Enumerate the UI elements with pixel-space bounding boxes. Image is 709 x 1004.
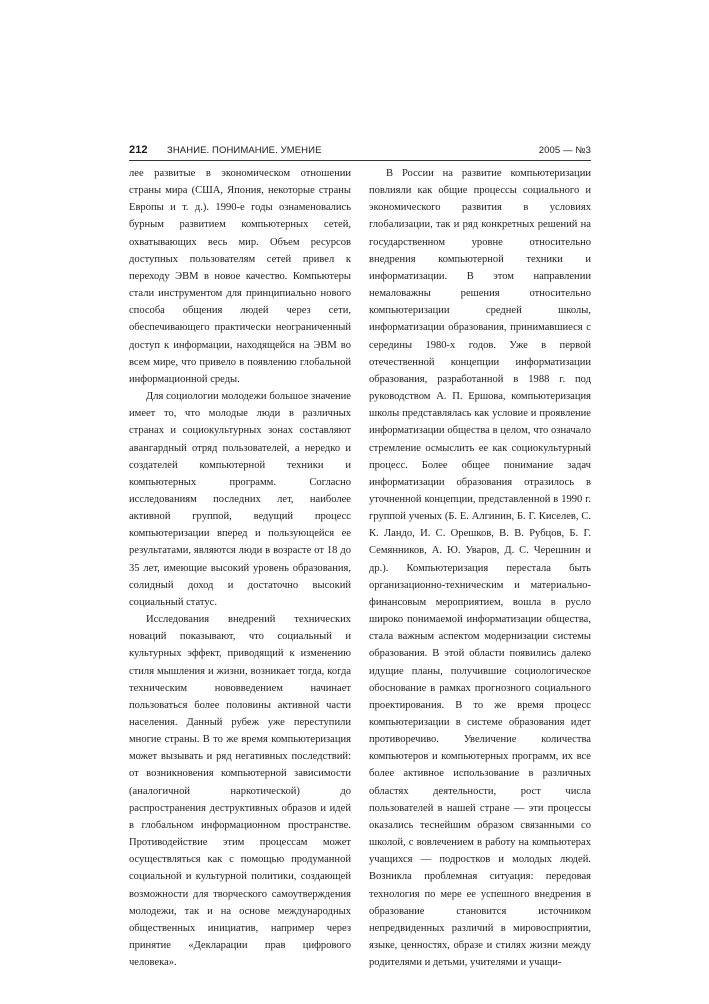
right-column	[369, 165, 591, 971]
running-header	[129, 144, 591, 160]
left-column	[129, 165, 351, 971]
left-paragraph-2: Для социологии молодежи большое значение имеет то, что молодые люди в различных странах и социокультурных зонах составляют авангардный отряд пользователей, а нередко и создателей компьютерной техники и компьютерных программ. Согласно исследованиям последних лет, наиболее активной группой, ведущий процесс компьютеризации вперед и пользующейся ее результатами, являются люди в возрасте от 18 до 35 лет, имеющие высокий уровень образования, солидный доход и достаточно высокий социальный статус.	[129, 391, 351, 608]
right-paragraph-1: В России на развитие компьютеризации повлияли как общие процессы социального и экономического развития в условиях глобализации, так и ряд конкретных решений на государственном уровне относительно внедрения компьютерной техники и информатизации. В этом направлении немаловажны решения относительно компьютеризации средней школы, информатизации образования, принимавшиеся с середины 1980-х годов. Уже в первой отечественной концепции информатизации образования, разработанной в 1988 г. под руководством А. П. Ершова, компьютеризация школы представлялась как условие и проявление информатизации общества в целом, что означало стремление осмыслить ее как социокультурный процесс. Более общее понимание задач информатизации образования отразилось в уточненной концепции, представленной в 1990 г. группой ученых (Б. Е. Алгинин, Б. Г. Киселев, С. К. Ландо, И. С. Орешков, В. В. Рубцов, Б. Г. Семянников, А. Ю. Уваров, Д. С. Черешнин и др.). Компьютеризация перестала быть организационно-техническим и материально-финансовым мероприятием, вошла в русло широко понимаемой информатизации общества, стала важным аспектом модернизации системы образования. В этой области появились далеко идущие планы, получившие социологическое обоснование в рамках прогнозного социального проектирования. В то же время процесс компьютеризации в системе образования идет противоречиво. Увеличение количества компьютеров и компьютерных программ, их все более активное использование в различных областях деятельности, рост числа пользователей в нашей стране — эти процессы оказались теснейшим образом связанными со школой, с вовлечением в работу на компьютерах учащихся — подростков и молодых людей. Возникла проблемная ситуация: передовая технология по мере ее успешного внедрения в образование становится источником непредвиденных различий в мировосприятии, языке, ценностях, образе и стилях жизни между родителями и детьми, учителями и учащи-	[369, 168, 591, 969]
page-number: 212	[129, 144, 148, 156]
left-paragraph-1: лее развитые в экономическом отношении страны мира (США, Япония, некоторые страны Европы и т. д.). 1990-е годы ознаменовались бурным развитием компьютерных сетей, охватывающих весь мир. Объем ресурсов доступных пользователям сетей привел к переходу ЭВМ в новое качество. Компьютеры стали инструментом для принципиально нового способа общения людей через сети, обеспечивающего практически неограниченный доступ к информации, находящейся на ЭВМ во всем мире, что привело в появлению глобальной информационной среды.	[129, 168, 351, 385]
journal-title: ЗНАНИЕ. ПОНИМАНИЕ. УМЕНИЕ	[167, 145, 322, 156]
issue-number: 2005 — №3	[538, 145, 591, 156]
left-paragraph-3: Исследования внедрений технических новаций показывают, что социальный и культурных эффект, приводящий к изменению стиля мышления и жизни, возникает тогда, когда техническим нововведением начинает пользоваться более половины активной части населения. Данный рубеж уже переступили многие страны. В то же время компьютеризация может вызывать и ряд негативных последствий: от возникновения компьютерной зависимости (аналогичной наркотической) до распространения деструктивных образов и идей в глобальном информационном пространстве. Противодействие этим процессам может осуществляться как с помощью продуманной социальной и культурной политики, создающей возможности для творческого самоутверждения молодежи, так и на основе международных общественных инициатив, например через принятие «Декларации прав цифрового человека».	[129, 614, 351, 969]
header-rule	[129, 160, 591, 161]
